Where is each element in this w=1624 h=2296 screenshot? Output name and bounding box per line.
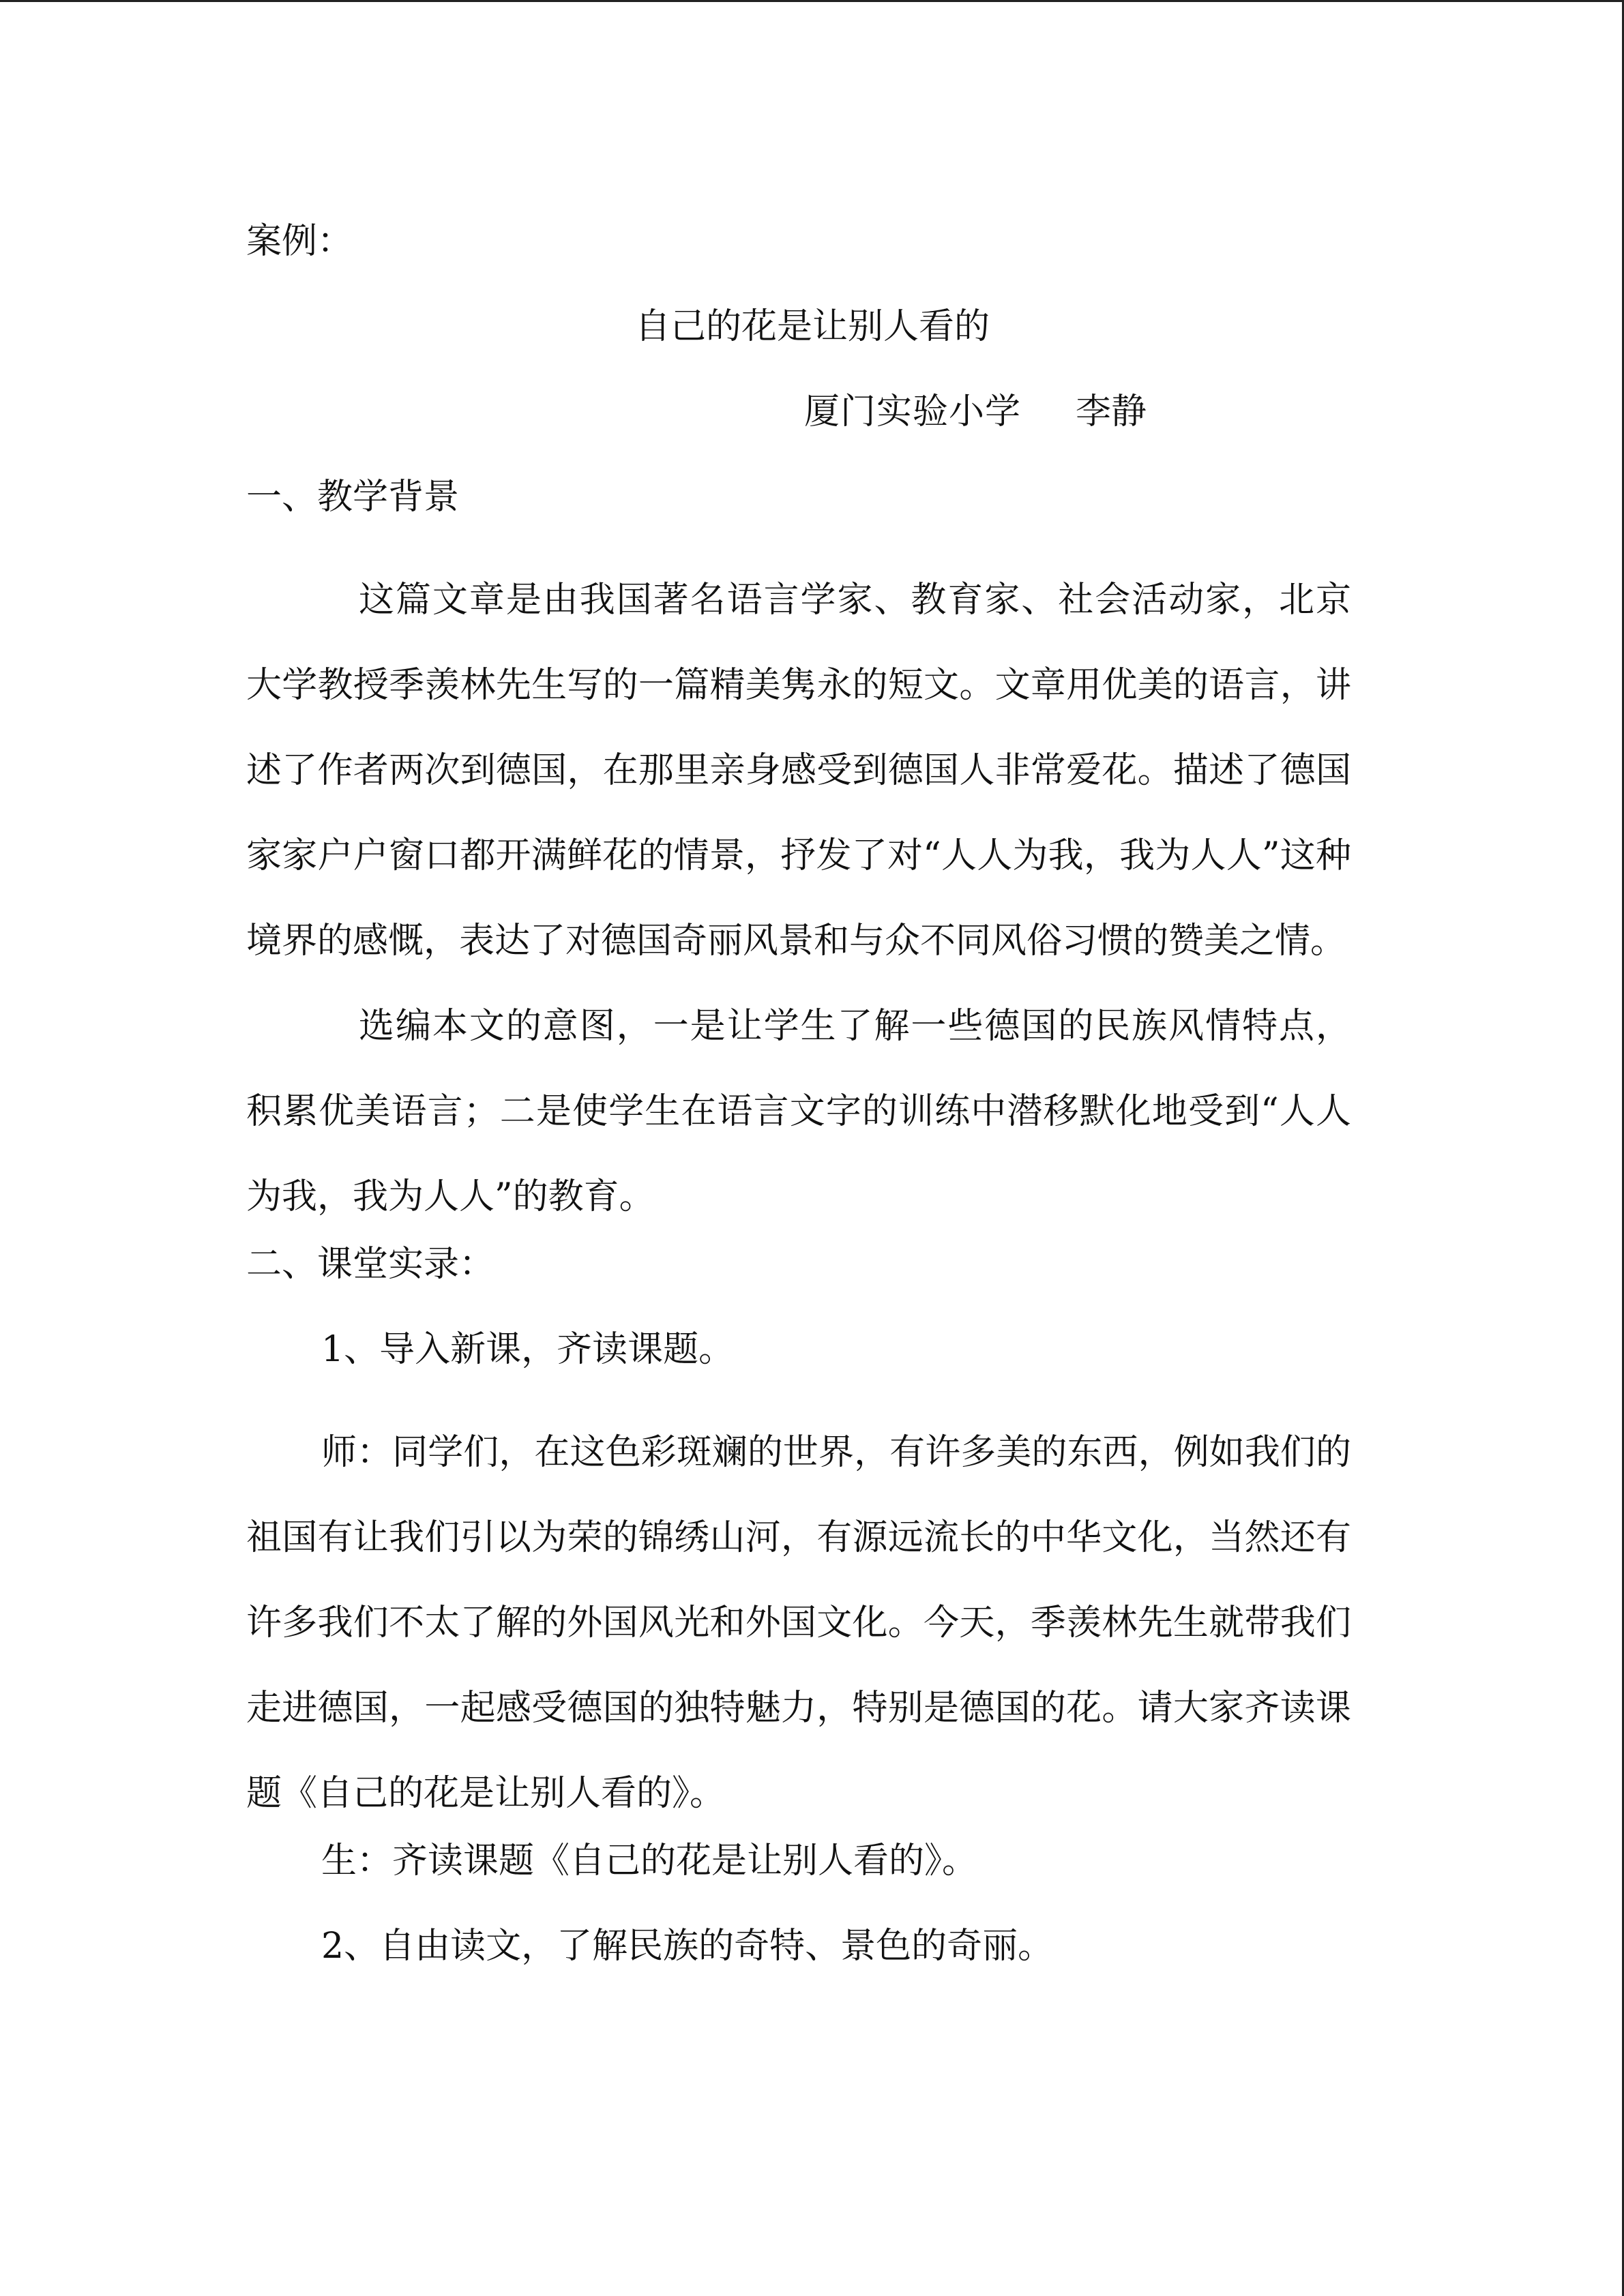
step-2: 2、自由读文，了解民族的奇特、景色的奇丽。 (321, 1926, 1054, 1967)
teacher-paragraph: 师：同学们，在这色彩斑斓的世界，有许多美的东西，例如我们的祖国有让我们引以为荣的锦绣山河，有源远流长的中华文化，当然还有许多我们不太了解的外国风光和外国文化。今天，季羡林先生就带我们走进德国，一起感受德国的独特魅力，特别是德国的花。请大家齐读课题《自己的花是让别人看的》。 (246, 1432, 1351, 1814)
background-paragraph-1: 这篇文章是由我国著名语言学家、教育家、社会活动家，北京大学教授季羡林先生写的一篇精美隽永的短文。文章用优美的语言，讲述了作者两次到德国，在那里亲身感受到德国人非常爱花。描述了德国家家户户窗口都开满鲜花的情景，抒发了对“人人为我，我为人人”这种境界的感慨，表达了对德国奇丽风景和与众不同风俗习惯的赞美之情。 (246, 580, 1351, 961)
school-name: 厦门实验小学 (804, 391, 1022, 432)
section-heading-classroom: 二、课堂实录： (246, 1244, 495, 1285)
author-name: 李静 (1076, 391, 1147, 432)
student-line: 生：齐读课题《自己的花是让别人看的》。 (321, 1840, 978, 1881)
page-border-top (0, 0, 1624, 2)
background-paragraph-2: 选编本文的意图，一是让学生了解一些德国的民族风情特点，积累优美语言；二是使学生在语言文字的训练中潜移默化地受到“人人为我，我为人人”的教育。 (246, 1006, 1351, 1217)
author-line (246, 387, 1351, 473)
case-label: 案例： (246, 221, 353, 262)
document-title: 自己的花是让别人看的 (634, 306, 990, 347)
section-heading-background: 一、教学背景 (246, 477, 460, 518)
step-1: 1、导入新课，齐读课题。 (321, 1329, 735, 1370)
document-body (246, 217, 1351, 2007)
